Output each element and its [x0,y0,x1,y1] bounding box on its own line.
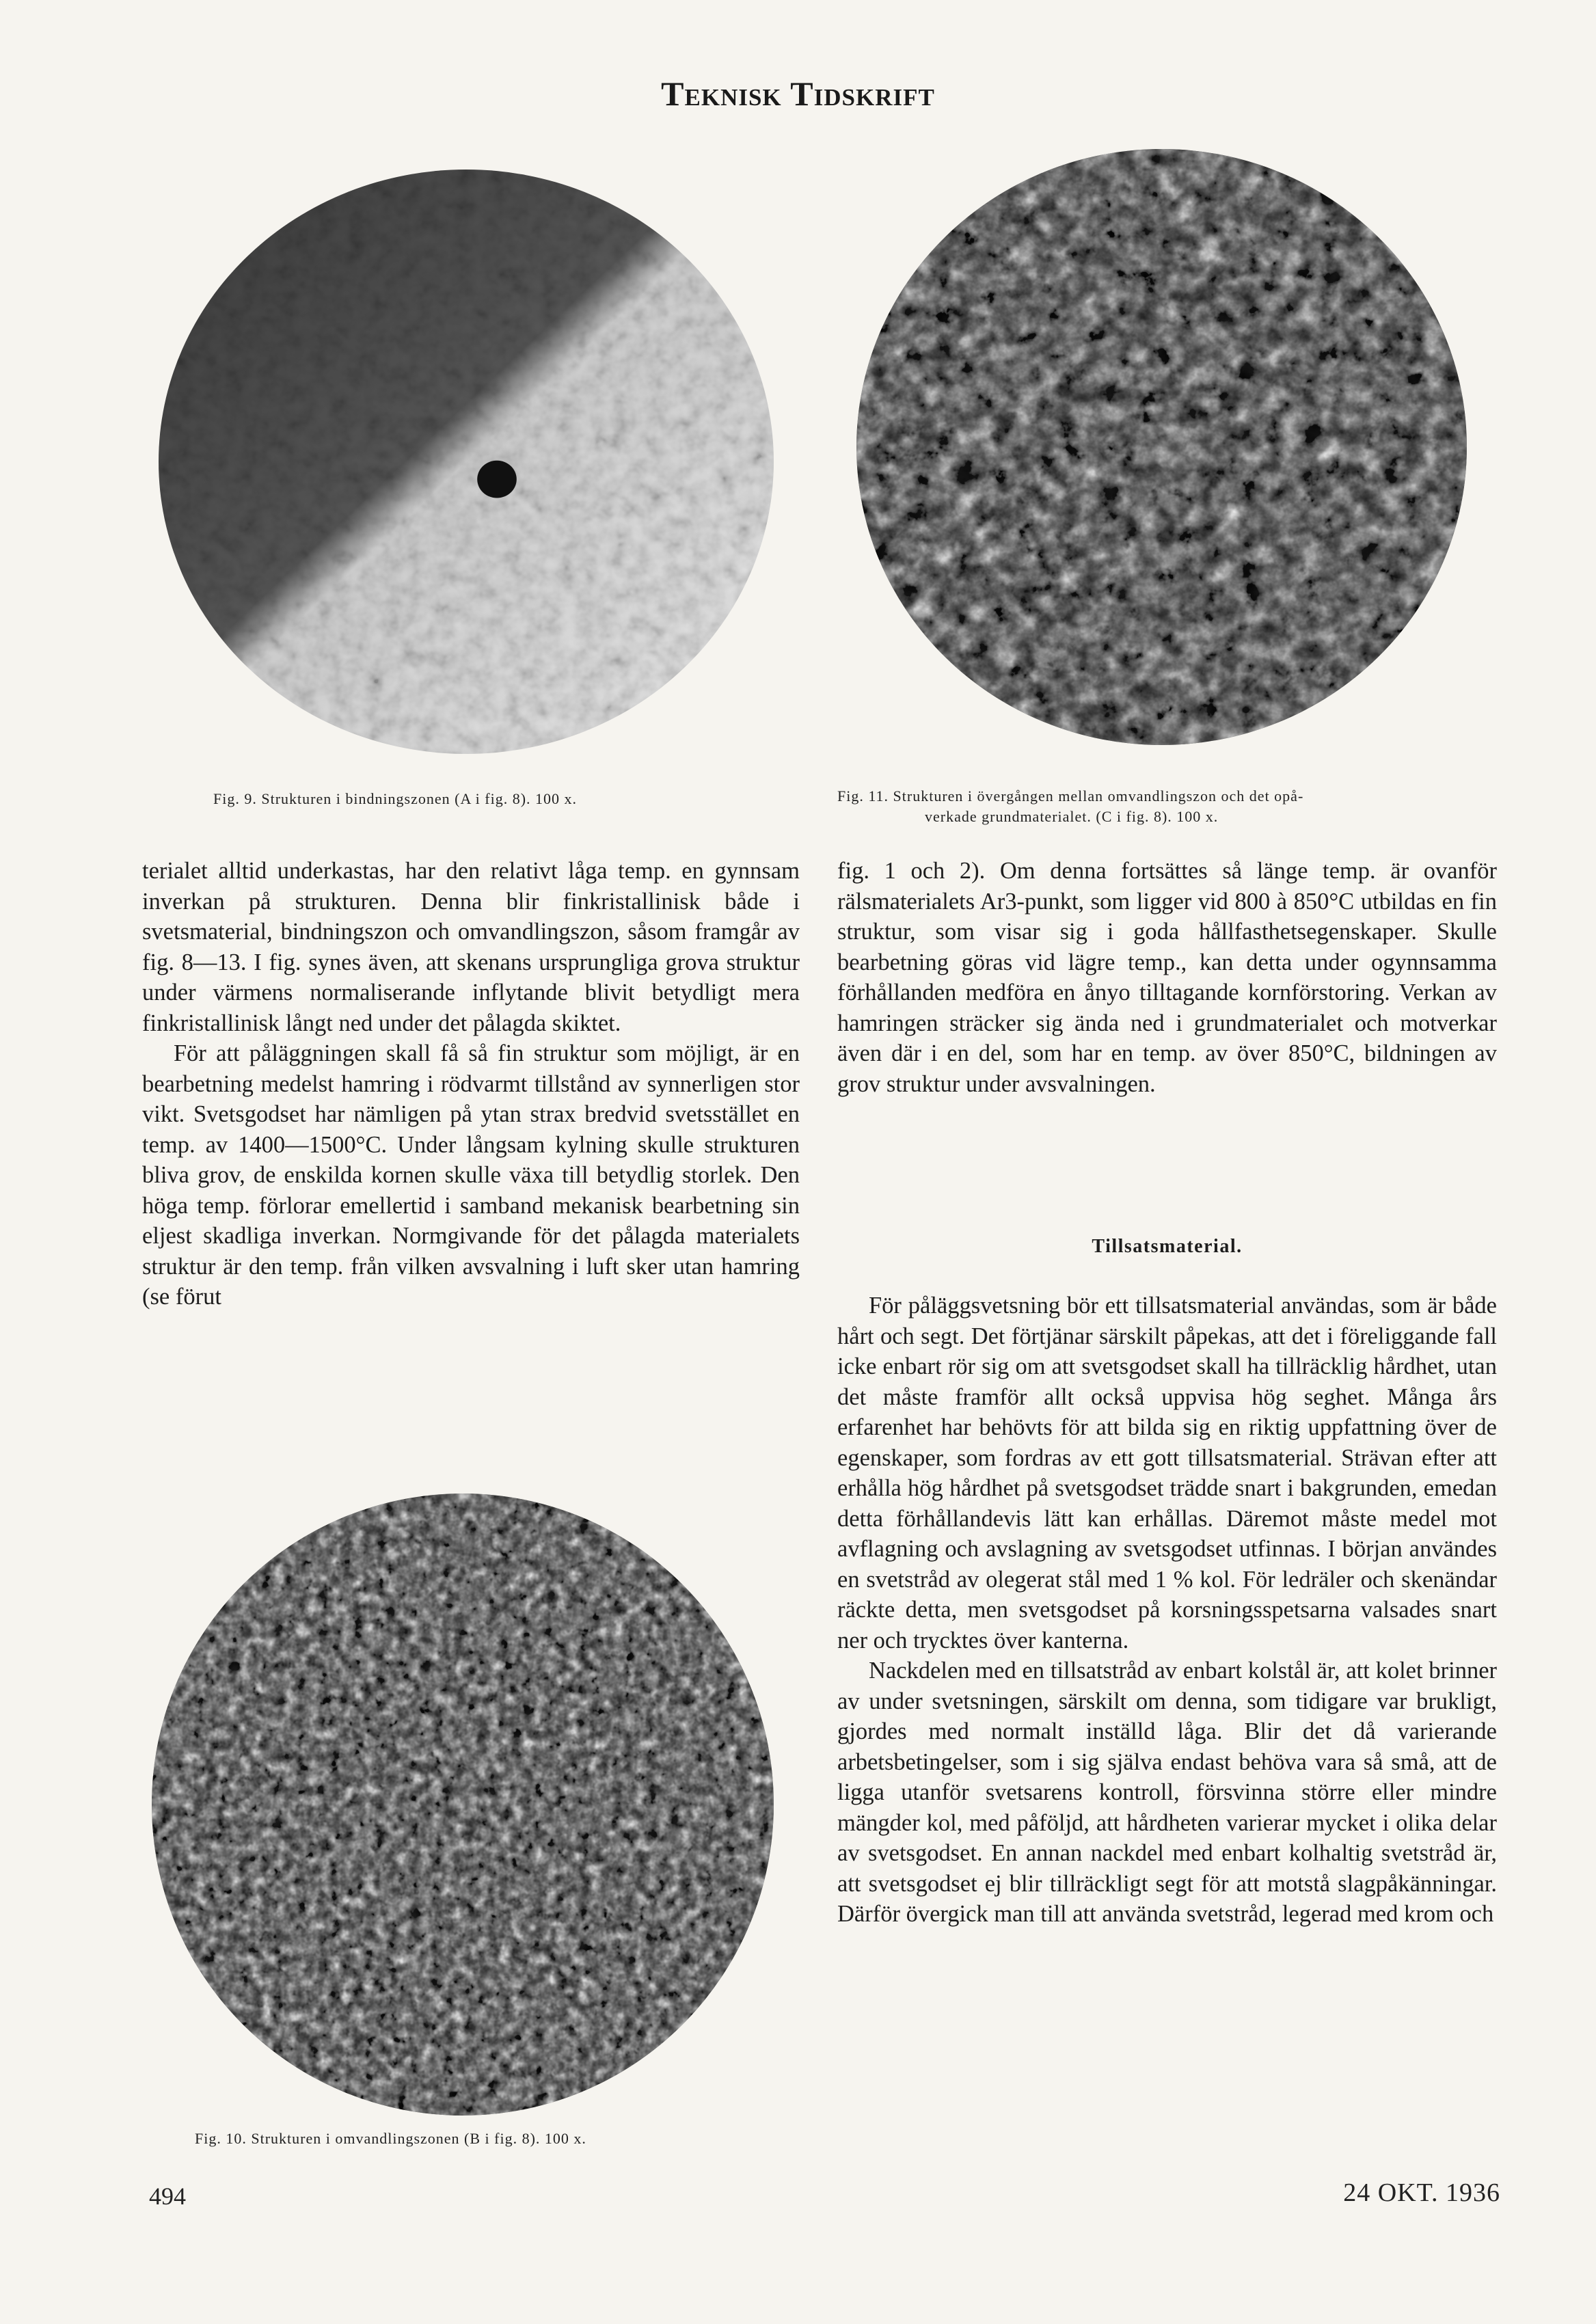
right-paragraph-1: fig. 1 och 2). Om denna fortsättes så länge temp. är ovanför rälsmaterialets Ar3-punkt, som ligger vid 800 à 850°C utbildas en fin struktur, som visar sig i goda hållfasthetsegenskaper. Skulle bearbetning göras vid lägre temp., kan detta under ogynnsamma förhållanden medföra en ånyo tilltagande kornförstoring. Verkan av hamringen sträcker sig ända ned i grundmaterialet och motverkar även där i en del, som har en temp. av över 850°C, bildningen av grov struktur under avsvalningen. [837,858,1497,1097]
right-paragraph-3: Nackdelen med en tillsatstråd av enbart kolstål är, att kolet brinner av under svetsningen, särskilt om denna, som tidigare var brukligt, gjordes med normalt inställd låga. Blir det då varierande arbetsbetingelser, som i sig själva endast behöva vara så små, att de ligga utanför svetsarens kontroll, försvinna större eller mindre mängder kol, med påföljd, att hårdheten varierar mycket i olika delar av svetsgodset. En annan nackdel med enbart kolhaltig svetstråd är, att svetsgodset ej blir tillräckligt segt för att motstå slagpåkänningar. Därför övergick man till att använda svetstråd, legerad med krom och [837,1658,1497,1927]
caption-fig11-line2: verkade grundmaterialet. (C i fig. 8). 100 x. [925,808,1219,825]
right-column-top [837,856,1497,1099]
caption-fig9 [213,789,577,809]
micrograph-fig11 [856,149,1467,745]
caption-fig10 [195,2129,586,2149]
caption-fig11-line1: Fig. 11. Strukturen i övergången mellan omvandlingszon och det opå- [837,787,1304,805]
right-column-bottom [837,1291,1497,1930]
micrograph-fig10 [152,1494,774,2116]
page-number: 494 [149,2183,186,2210]
caption-fig9-text: Fig. 9. Strukturen i bindningszonen (A i fig. 8). 100 x. [213,790,578,807]
issue-date: 24 OKT. 1936 [1343,2178,1500,2207]
left-paragraph-2: För att påläggningen skall få så fin struktur som möjligt, är en bearbetning medelst hamring i rödvarmt tillstånd av synnerligen stor vikt. Svetsgodset har nämligen på ytan strax bredvid svetsstället en temp. av 1400—1500°C. Under långsam kylning skulle strukturen bliva grov, de enskilda kornen skulle växa till betydlig storlek. Den höga temp. förlorar emellertid i samband mekanisk bearbetning sin eljest skadliga inverkan. Normgivande för det pålagda materialets struktur är den temp. från vilken avsvalning i luft sker utan hamring (se förut [142,1040,800,1310]
caption-fig10-text: Fig. 10. Strukturen i omvandlingszonen (B i fig. 8). 100 x. [195,2130,586,2147]
journal-title [0,74,1596,113]
right-paragraph-2: För påläggsvetsning bör ett tillsatsmaterial användas, som är både hårt och segt. Det förtjänar särskilt påpekas, att det i föreliggande fall icke enbart rör sig om att svetsgodset skall ha tillräcklig hårdhet, utan det måste framför allt också uppvisa hög seghet. Många års erfarenhet har behövts för att bilda sig en riktig uppfattning över de egenskaper, som fordras av ett gott tillsatsmaterial. Strävan efter att erhålla hög hårdhet på svetsgodset trädde snart i bakgrunden, emedan detta förhållandevis lätt kan erhållas. Däremot måste medel mot avflagning och avslagning av svetsgodset utfinnas. I början användes en svetstråd av olegerat stål med 1 % kol. För ledräler och skenändar räckte detta, men svetsgodset på korsningsspetsarna valsades snart ner och trycktes över kanterna. [837,1293,1497,1653]
section-heading: Tillsatsmaterial. [1092,1236,1243,1257]
left-column [142,856,800,1312]
micrograph-fig9 [159,170,774,754]
journal-title-text: Teknisk Tidskrift [661,75,935,113]
left-paragraph-1: terialet alltid underkastas, har den relativt låga temp. en gynnsam inverkan på strukturen. Denna blir finkristallinisk både i svetsmaterial, bindningszon och omvandlingszon, såsom framgår av fig. 8—13. I fig. synes även, att skenans ursprungliga grova struktur under värmens normaliserande inflytande blivit betydligt mera finkristallinisk långt ned under det pålagda skiktet. [142,858,800,1036]
caption-fig11 [837,786,1507,827]
